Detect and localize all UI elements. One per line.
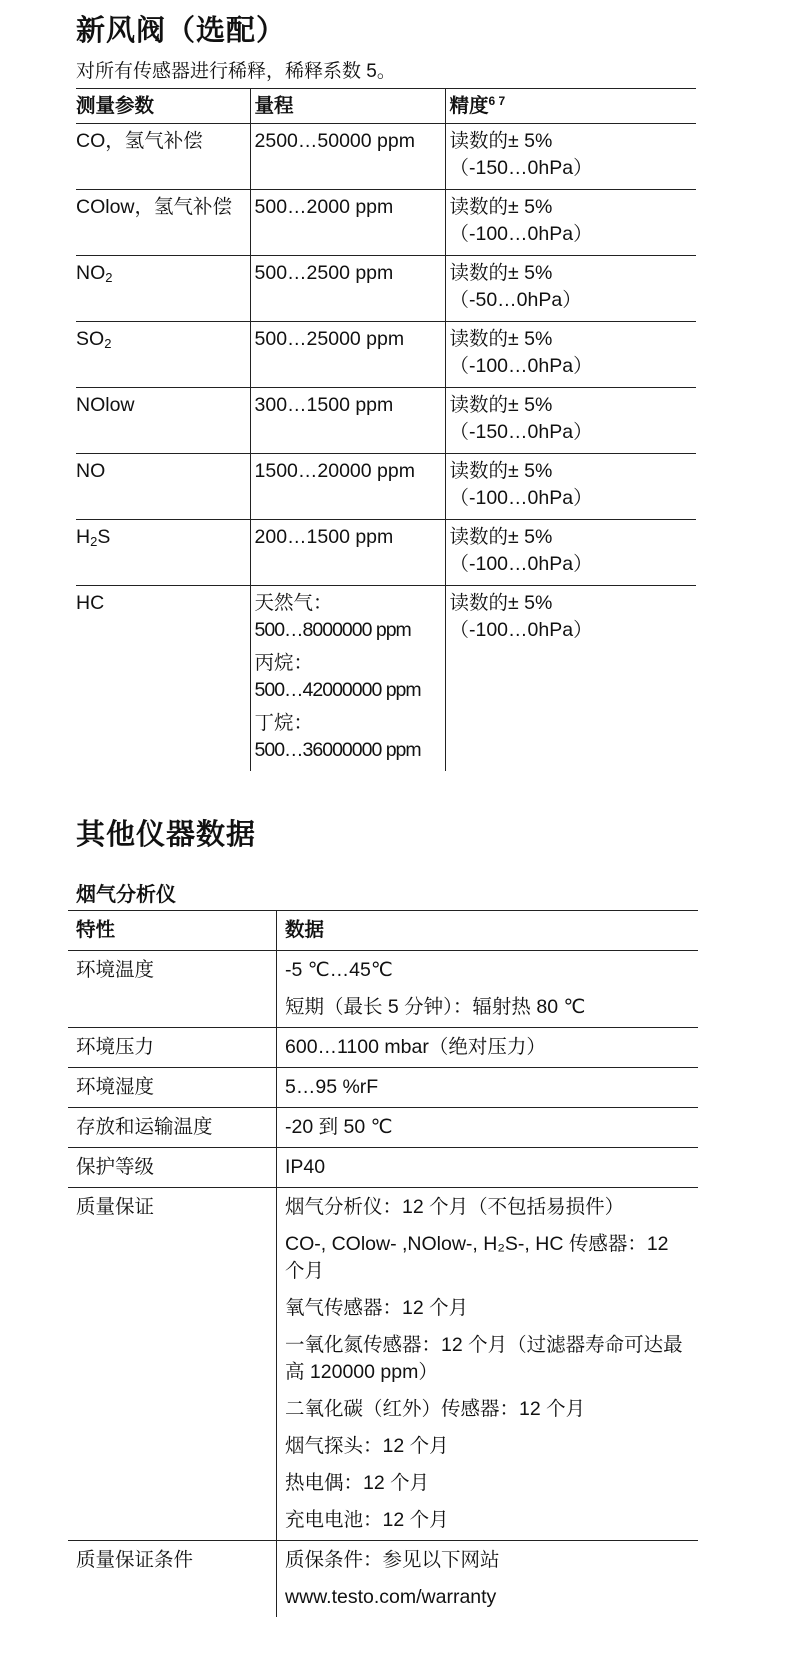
table-row: [68, 1188, 698, 1541]
data-cell: 质保条件：参见以下网站 www.testo.com/warranty: [277, 1541, 699, 1618]
param-cell: COlow，氢气补偿: [76, 196, 233, 218]
table-row: [68, 1068, 698, 1108]
range-cell: 2500…50000 ppm: [250, 124, 445, 190]
table-row: [68, 951, 698, 1028]
hc-ranges-cell: [250, 586, 445, 772]
data-cell: 600…1100 mbar（绝对压力）: [277, 1028, 699, 1068]
property-cell: 保护等级: [76, 1156, 155, 1178]
param-cell: $NO_2$: [76, 262, 113, 285]
data-cell: -5 ℃…45℃ 短期（最长 5 分钟）：辐射热 80 ℃: [277, 951, 699, 1028]
header-property: 特性: [76, 919, 116, 941]
property-cell: 环境湿度: [76, 1076, 155, 1098]
header-accuracy: 精度$^{6 7}$: [445, 89, 696, 124]
param-cell: HC: [76, 592, 105, 614]
data-cell: IP40: [277, 1148, 699, 1188]
param-cell: $SO_2$: [76, 328, 112, 351]
table-row: [76, 322, 696, 388]
accuracy-cell: 读数的± 5% （-100…0hPa）: [445, 520, 696, 586]
data-cell: -20 到 50 ℃: [277, 1108, 699, 1148]
section-title-fresh-air-valve: 新风阀（选配）: [76, 15, 287, 47]
header-range: 量程: [250, 89, 445, 124]
data-cell: 5…95 %rF: [277, 1068, 699, 1108]
property-cell: 环境压力: [76, 1036, 155, 1058]
property-cell: 质量保证: [76, 1196, 155, 1218]
accuracy-cell: 读数的± 5% （-150…0hPa）: [445, 124, 696, 190]
accuracy-cell: 读数的± 5% （-100…0hPa）: [445, 322, 696, 388]
table-header-row: [68, 911, 698, 951]
accuracy-cell: 读数的± 5% （-100…0hPa）: [445, 190, 696, 256]
section-title-other-data: 其他仪器数据: [76, 819, 257, 851]
range-cell: 300…1500 ppm: [250, 388, 445, 454]
range-cell: 500…25000 ppm: [250, 322, 445, 388]
table-row: [76, 520, 696, 586]
footnote-ref: 6 7: [488, 94, 506, 108]
table-row: [68, 1108, 698, 1148]
property-cell: 环境温度: [76, 959, 155, 981]
range-cell: 1500…20000 ppm: [250, 454, 445, 520]
table-row: [76, 256, 696, 322]
param-cell: $H_2S$: [76, 526, 111, 549]
header-parameter: 测量参数: [76, 95, 155, 117]
hc-range-butane: 丁烷： 500…36000000 ppm: [254, 712, 421, 761]
table-row: [68, 1028, 698, 1068]
accuracy-cell: 读数的± 5% （-50…0hPa）: [445, 256, 696, 322]
header-data: 数据: [277, 911, 699, 951]
table-row: [68, 1148, 698, 1188]
data-cell: 烟气分析仪：12 个月（不包括易损件） CO-, COlow- ,NOlow-, H₂S-, HC 传感器：12 个月 氧气传感器：12 个月 一氧化氮传感器：12 个月（过滤器寿命可达最高 120000 ppm） 二氧化碳（红外）传感器：12 个月 烟气探头：12 个月 热电偶：12 个月 充电电池：12 个月: [277, 1188, 699, 1541]
instrument-data-table: [68, 910, 698, 1617]
accuracy-cell: 读数的± 5% （-100…0hPa）: [445, 586, 696, 772]
table-row: [76, 124, 696, 190]
hc-range-propane: 丙烷： 500…42000000 ppm: [254, 652, 421, 701]
property-cell: 存放和运输温度: [76, 1116, 213, 1138]
hc-range-natural-gas: 天然气： 500…8000000 ppm: [254, 592, 411, 641]
accuracy-cell: 读数的± 5% （-150…0hPa）: [445, 388, 696, 454]
accuracy-cell: 读数的± 5% （-100…0hPa）: [445, 454, 696, 520]
range-cell: 500…2500 ppm: [250, 256, 445, 322]
table-row: [76, 388, 696, 454]
dilution-note: 对所有传感器进行稀释，稀释系数 5。: [76, 61, 396, 82]
range-cell: 200…1500 ppm: [250, 520, 445, 586]
property-cell: 质量保证条件: [76, 1549, 194, 1571]
param-cell: CO，氢气补偿: [76, 130, 203, 152]
fresh-air-valve-table: [76, 88, 696, 771]
warranty-link[interactable]: www.testo.com/warranty: [285, 1586, 497, 1608]
subsection-title-flue-gas-analyzer: 烟气分析仪: [76, 884, 176, 906]
table-row-hc: [76, 586, 696, 772]
param-cell: NO: [76, 460, 106, 482]
range-cell: 500…2000 ppm: [250, 190, 445, 256]
table-header-row: [76, 89, 696, 124]
table-row: [68, 1541, 698, 1618]
param-cell: NOlow: [76, 394, 135, 416]
table-row: [76, 454, 696, 520]
table-row: [76, 190, 696, 256]
